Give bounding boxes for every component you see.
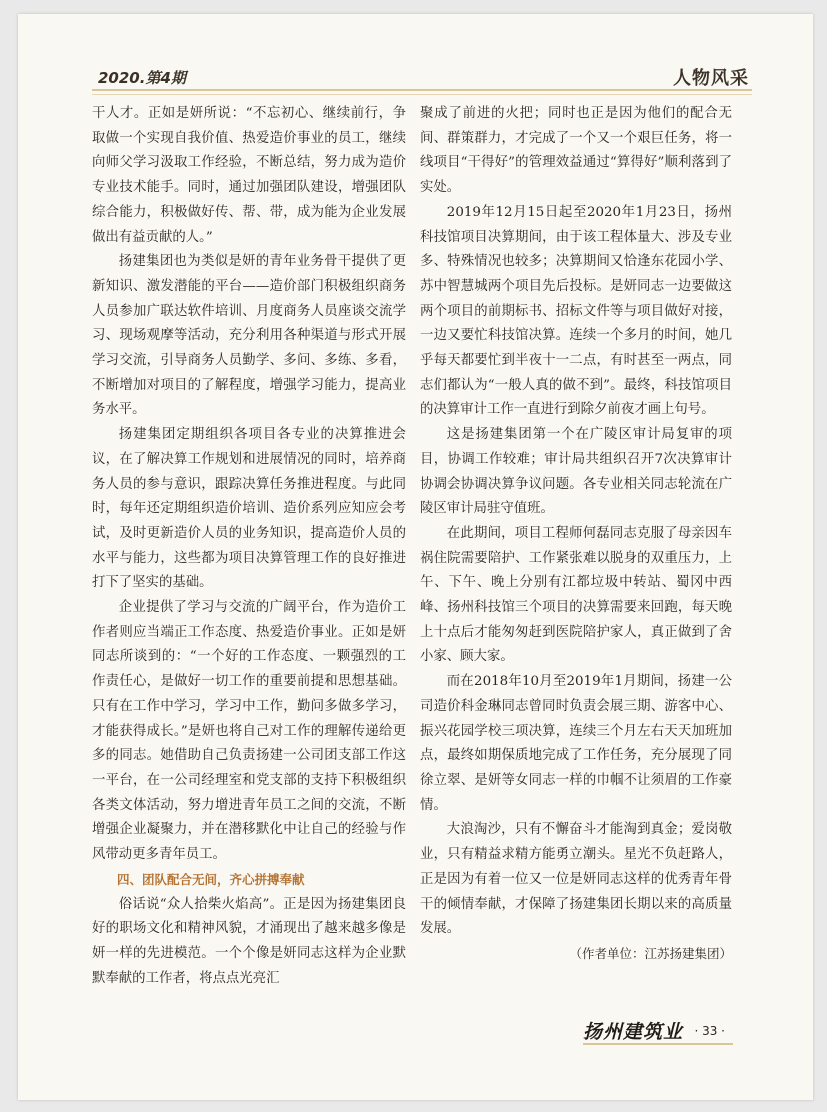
footer-rule [583,1043,733,1045]
author-affiliation: （作者单位：江苏扬建集团） [569,945,732,961]
right-column [420,102,732,967]
paragraph: 俗话说“众人拾柴火焰高”。正是因为扬建集团良好的职场文化和精神风貌，才涌现出了越来越多像是妍一样的先进模范。一个个像是妍同志这样为企业默默奉献的工作者，将点点光亮汇 [92,896,406,986]
header-rule [92,89,752,91]
page-number: · 33 · [694,1024,725,1038]
paragraph: 企业提供了学习与交流的广阔平台，作为造价工作者则应当端正工作态度、热爱造价事业。正如是妍同志所谈到的：“一个好的工作态度、一颗强烈的工作责任心，是做好一切工作的重要前提和思想基础。只有在工作中学习，学习中工作，勤问多做多学习，才能获得成长。”是妍也将自己对工作的理解传递给更多的同志。她借助自己负责扬建一公司团支部工作这一平台，在一公司经理室和党支部的支持下积极组织各类文体活动，努力增进青年员工之间的交流，不断增强企业凝聚力，并在潜移默化中让自己的经验与作风带动更多青年员工。 [92,600,406,863]
paragraph: 扬建集团也为类似是妍的青年业务骨干提供了更新知识、激发潜能的平台——造价部门积极组织商务人员参加广联达软件培训、月度商务人员座谈交流学习、现场观摩等活动，充分利用各种渠道与形式开展学习交流，引导商务人员勤学、多问、多练、多看，不断增加对项目的了解程度，增强学习能力，提高业务水平。 [92,254,406,418]
paragraph: 扬建集团定期组织各项目各专业的决算推进会议，在了解决算工作规划和进展情况的同时，培养商务人员的参与意识，跟踪决算任务推进程度。与此同时，每年还定期组织造价培训、造价系列应知应会考试，及时更新造价人员的业务知识，提高造价人员的水平与能力，这些都为项目决算管理工作的良好推进打下了坚实的基础。 [92,427,406,591]
section-heading: 四、团队配合无间，齐心拼搏奉献 [117,871,305,887]
paragraph: 2019年12月15日起至2020年1月23日，扬州科技馆项目决算期间，由于该工程体量大、涉及专业多、特殊情况也较多；决算期间又恰逢东花园小学、苏中智慧城两个项目先后投标。是妍同志一边要做这两个项目的前期标书、招标文件等与项目做好对接，一边又要忙科技馆决算。连续一个多月的时间，她几乎每天都要忙到半夜十一二点，有时甚至一两点，同志们都认为“一般人真的做不到”。最终，科技馆项目的决算审计工作一直进行到除夕前夜才画上句号。 [420,204,732,418]
paragraph: 在此期间，项目工程师何磊同志克服了母亲因车祸住院需要陪护、工作紧张难以脱身的双重压力，上午、下午、晚上分别有江都垃圾中转站、蜀冈中西峰、扬州科技馆三个项目的决算需要来回跑，每天晚上十点后才能匆匆赶到医院陪护家人，真正做到了舍小家、顾大家。 [420,525,732,665]
header-rule-thin [92,94,752,95]
paragraph: 而在2018年10月至2019年1月期间，扬建一公司造价科金琳同志曾同时负责会展三期、游客中心、振兴花园学校三项决算，连续三个月左右天天加班加点，最终如期保质地完成了工作任务，充分展现了同徐立翠、是妍等女同志一样的巾帼不让须眉的工作豪情。 [420,674,732,813]
paragraph: 这是扬建集团第一个在广陵区审计局复审的项目，协调工作较难；审计局共组织召开7次决算审计协调会协调决算争议问题。各专业相关同志轮流在广陵区审计局驻守值班。 [420,427,732,517]
issue-label: 2020.第4期 [98,69,186,87]
paragraph: 干人才。正如是妍所说：“不忘初心、继续前行，争取做一个实现自我价值、热爱造价事业的员工，继续向师父学习汲取工作经验，不断总结，努力成为造价专业技术能手。同时，通过加强团队建设，增强团队综合能力，积极做好传、帮、带，成为能为企业发展做出有益贡献的人。” [92,106,406,245]
paragraph: 大浪淘沙，只有不懈奋斗才能淘到真金；爱岗敬业，只有精益求精方能勇立潮头。星光不负赶路人，正是因为有着一位又一位是妍同志这样的优秀青年骨干的倾情奉献，才保障了扬建集团长期以来的高质量发展。 [420,822,732,937]
left-column [92,102,406,991]
page-footer [583,1017,733,1047]
paragraph: 聚成了前进的火把；同时也正是因为他们的配合无间、群策群力，才完成了一个又一个艰巨任务，将一线项目“干得好”的管理效益通过“算得好”顺利落到了实处。 [420,106,732,196]
section-title: 人物风采 [673,68,749,89]
magazine-logo: 扬州建筑业 [583,1021,684,1043]
